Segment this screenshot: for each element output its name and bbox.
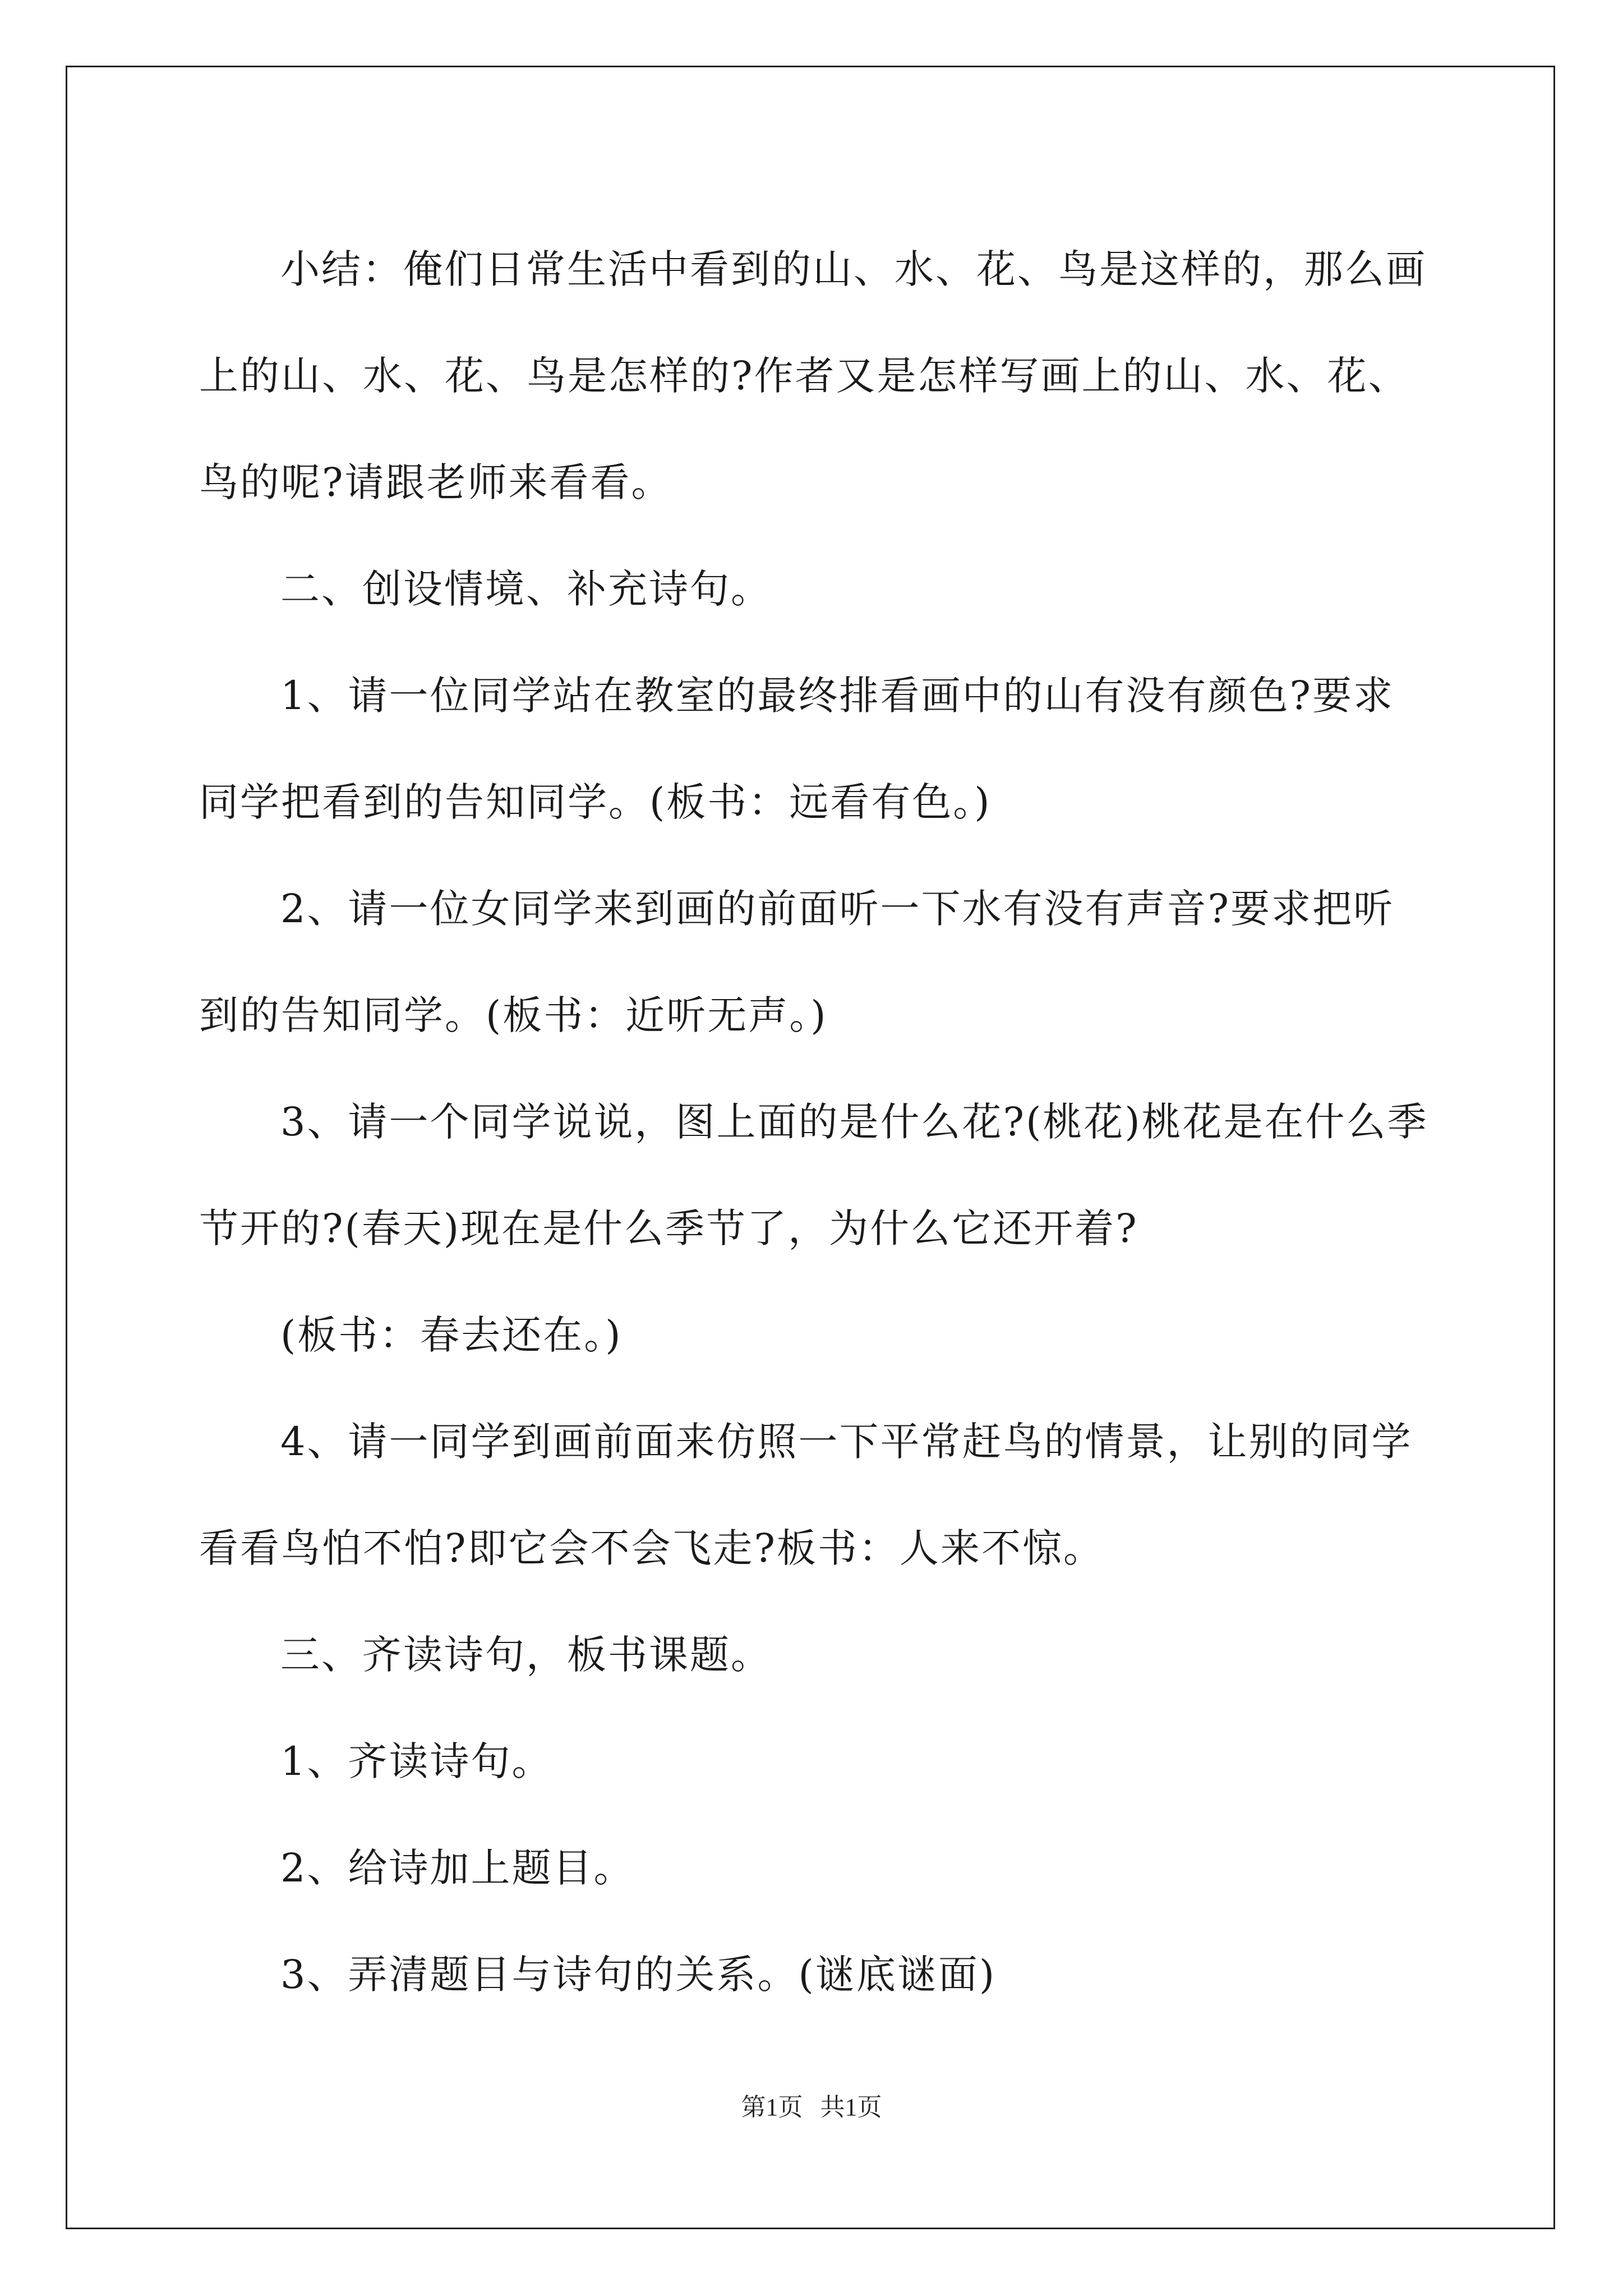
section-heading-2: 二、创设情境、补充诗句。	[280, 566, 772, 612]
document-body	[199, 216, 1433, 2028]
page-number-total: 共1页	[820, 2093, 882, 2121]
page-number-current: 第1页	[741, 2093, 803, 2121]
section-heading-3: 三、齐读诗句，板书课题。	[280, 1632, 772, 1678]
paragraph-item-1: 1、请一位同学站在教室的最终排看画中的山有没有颜色?要求同学把看到的告知同学。(板书：远看有色。)	[199, 673, 1395, 825]
paragraph-item-3: 3、请一个同学说说，图上面的是什么花?(桃花)桃花是在什么季节开的?(春天)现在是什么季节了，为什么它还开着?	[199, 1099, 1428, 1251]
paragraph-step-3: 3、弄清题目与诗句的关系。(谜底谜面)	[280, 1952, 997, 1998]
paragraph-summary: 小结：俺们日常生活中看到的山、水、花、鸟是这样的，那么画上的山、水、花、鸟是怎样的?作者又是怎样写画上的山、水、花、鸟的呢?请跟老师来看看。	[199, 246, 1427, 505]
paragraph-item-2: 2、请一位女同学来到画的前面听一下水有没有声音?要求把听到的告知同学。(板书：近听无声。)	[199, 886, 1395, 1038]
paragraph-step-2: 2、给诗加上题目。	[280, 1845, 635, 1891]
page-footer	[0, 2087, 1623, 2123]
paragraph-step-1: 1、齐读诗句。	[280, 1738, 553, 1784]
paragraph-item-4: 4、请一同学到画前面来仿照一下平常赶鸟的情景，让别的同学看看鸟怕不怕?即它会不会飞走?板书：人来不惊。	[199, 1419, 1413, 1571]
paragraph-board-note: (板书：春去还在。)	[280, 1312, 623, 1358]
